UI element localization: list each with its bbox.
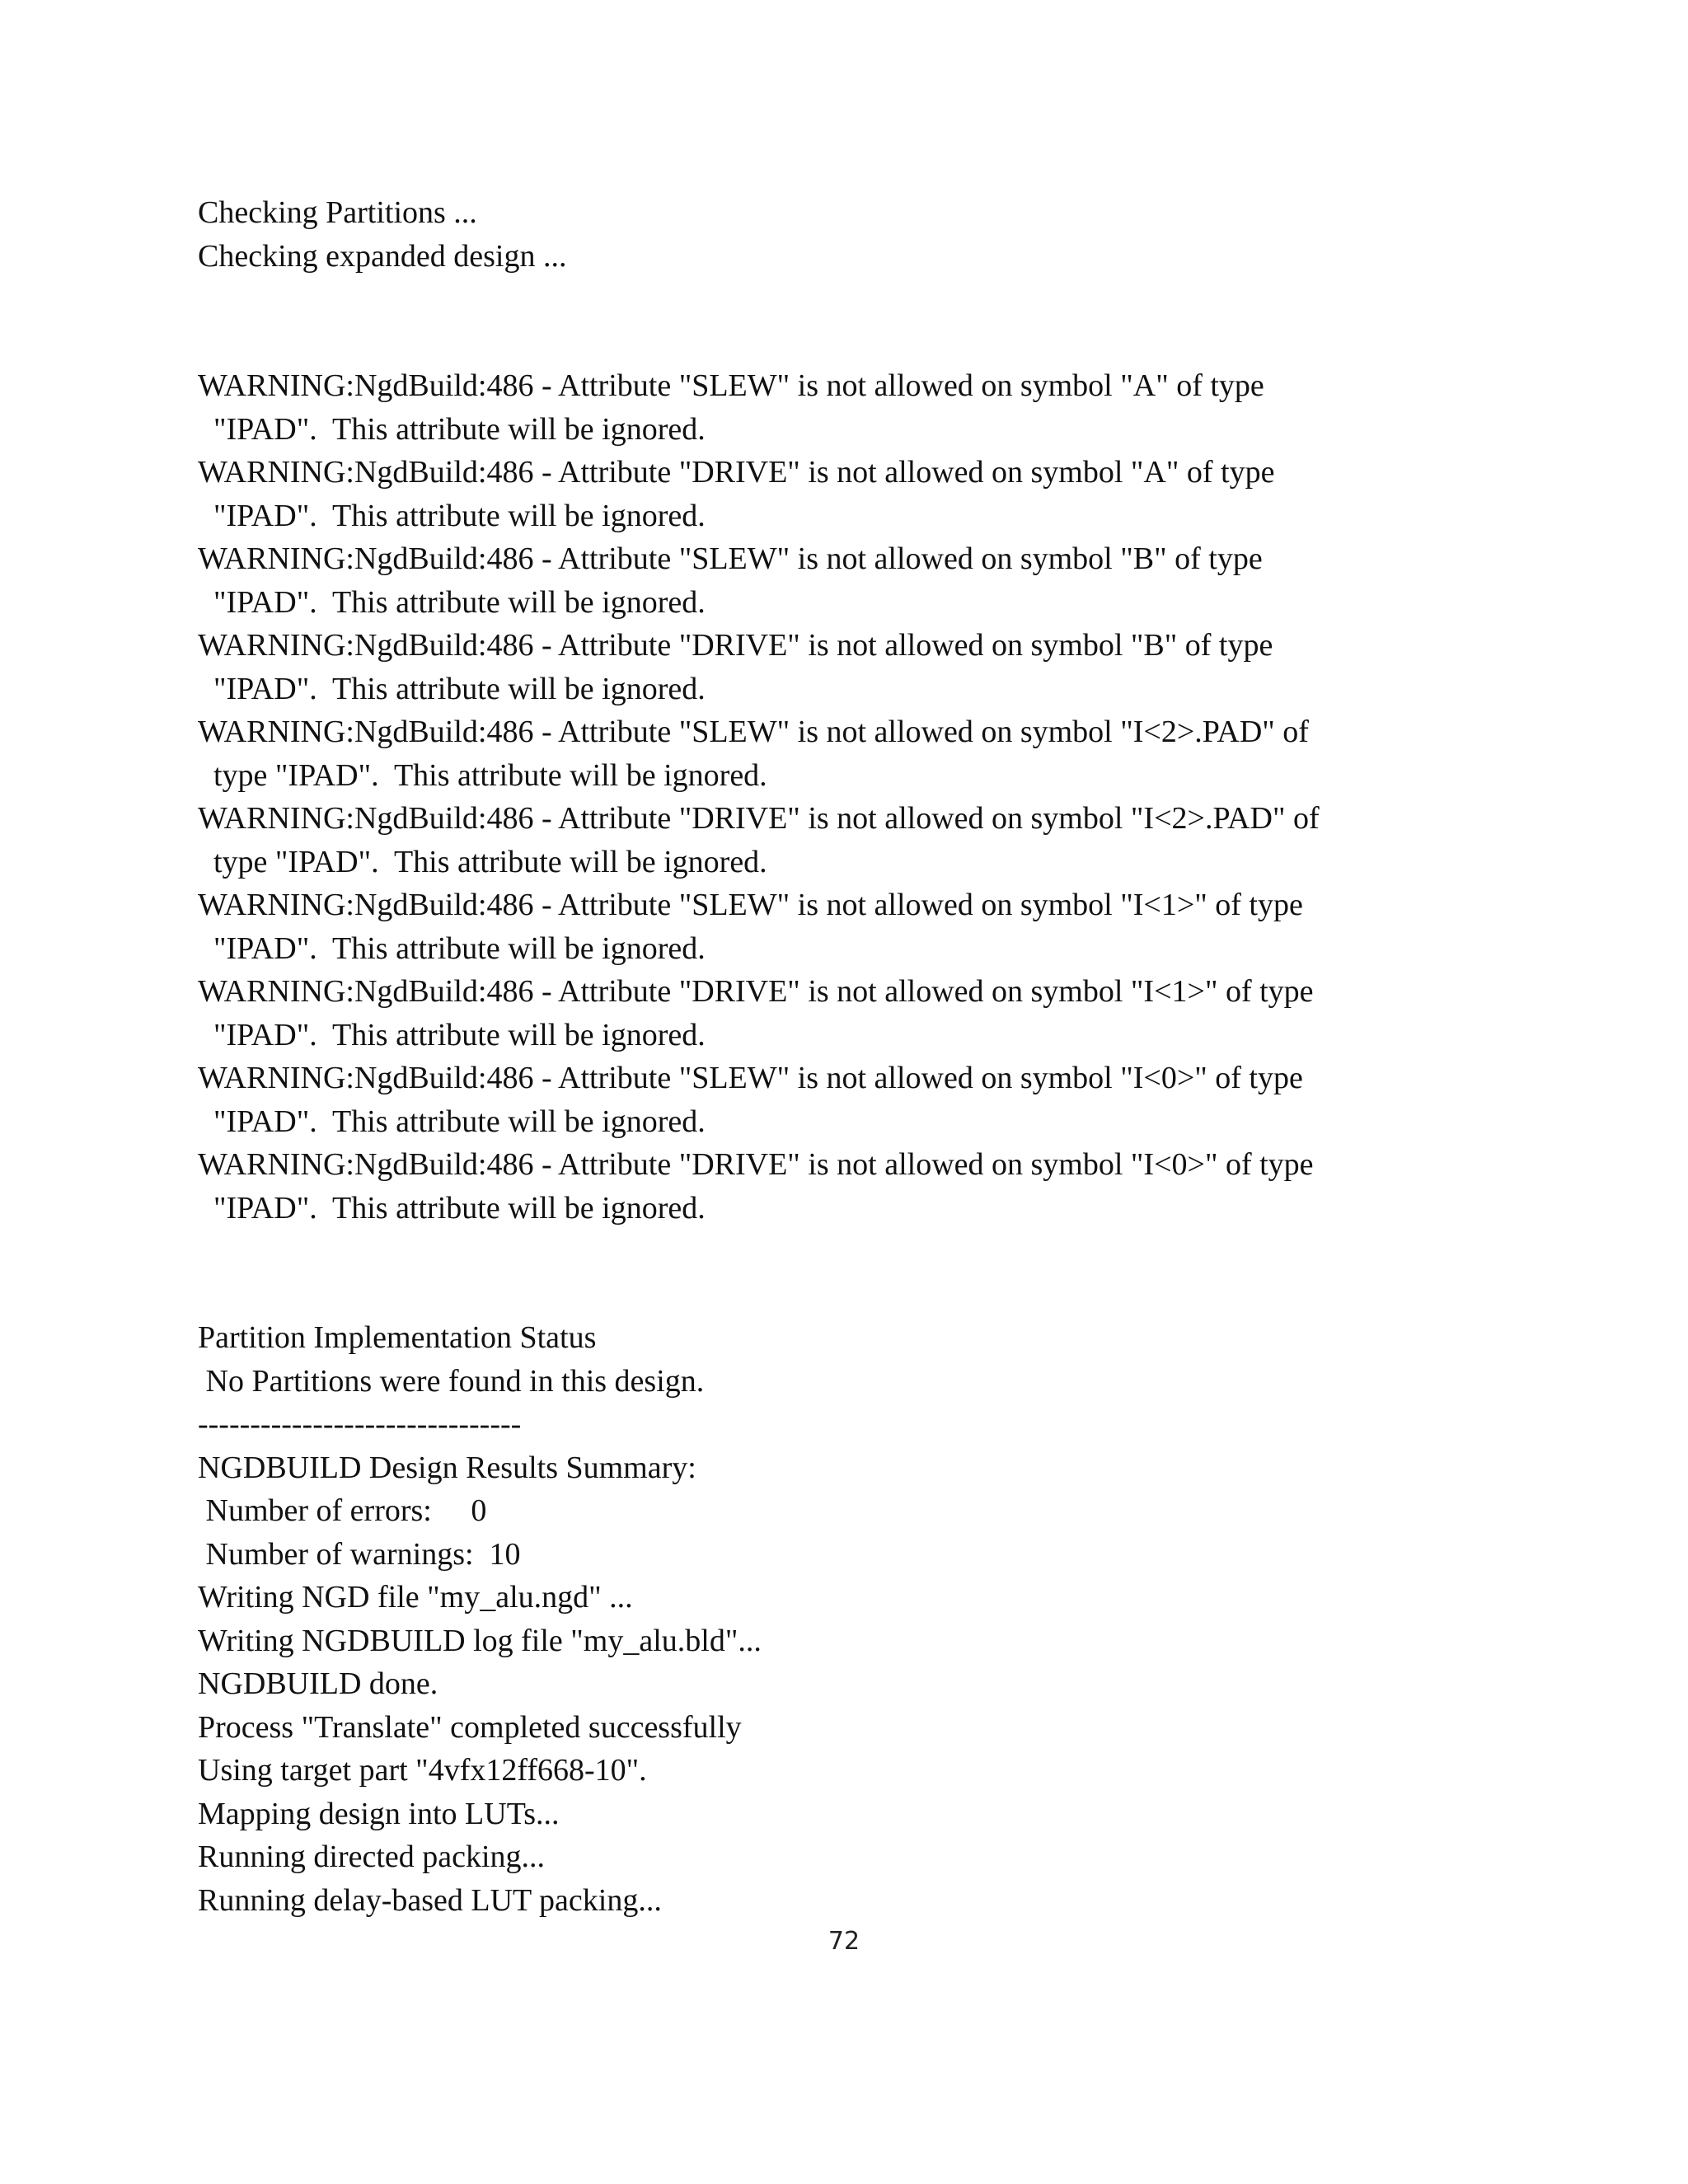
warning-continuation: "IPAD". This attribute will be ignored.: [198, 1190, 706, 1226]
warning-continuation: "IPAD". This attribute will be ignored.: [198, 498, 706, 533]
warning-continuation: "IPAD". This attribute will be ignored.: [198, 584, 706, 620]
log-line: Writing NGDBUILD log file "my_alu.bld"...: [198, 1623, 762, 1658]
warning-line: WARNING:NgdBuild:486 - Attribute "DRIVE" is not allowed on symbol "B" of type: [198, 628, 1273, 663]
page-number: 72: [828, 1927, 860, 1956]
warning-continuation: "IPAD". This attribute will be ignored.: [198, 1104, 706, 1139]
warning-line: WARNING:NgdBuild:486 - Attribute "SLEW" is not allowed on symbol "B" of type: [198, 541, 1263, 576]
blank-line: [198, 1273, 1484, 1317]
blank-line: [198, 321, 1484, 365]
warning-line: WARNING:NgdBuild:486 - Attribute "DRIVE" is not allowed on symbol "I<1>" of type: [198, 974, 1314, 1009]
warning-line: WARNING:NgdBuild:486 - Attribute "SLEW" is not allowed on symbol "I<2>.PAD" of: [198, 715, 1309, 749]
blank-line: [198, 278, 1484, 321]
log-line: Process "Translate" completed successfully: [198, 1709, 742, 1745]
warning-line: WARNING:NgdBuild:486 - Attribute "SLEW" is not allowed on symbol "I<1>" of type: [198, 888, 1303, 922]
warning-line: WARNING:NgdBuild:486 - Attribute "DRIVE" is not allowed on symbol "I<0>" of type: [198, 1147, 1314, 1182]
warning-line: WARNING:NgdBuild:486 - Attribute "DRIVE" is not allowed on symbol "A" of type: [198, 455, 1275, 490]
partition-status-heading: Partition Implementation Status: [198, 1320, 597, 1355]
log-line: Checking Partitions ...: [198, 195, 477, 230]
warning-line: WARNING:NgdBuild:486 - Attribute "DRIVE" is not allowed on symbol "I<2>.PAD" of: [198, 801, 1320, 836]
log-line: NGDBUILD done.: [198, 1666, 438, 1701]
warning-line: WARNING:NgdBuild:486 - Attribute "SLEW" is not allowed on symbol "I<0>" of type: [198, 1061, 1303, 1095]
warning-continuation: "IPAD". This attribute will be ignored.: [198, 671, 706, 706]
warning-continuation: "IPAD". This attribute will be ignored.: [198, 411, 706, 447]
partition-status-text: No Partitions were found in this design.: [198, 1363, 705, 1399]
log-line: Running directed packing...: [198, 1840, 546, 1874]
log-line: Writing NGD file "my_alu.ngd" ...: [198, 1580, 633, 1615]
log-line: Using target part "4vfx12ff668-10".: [198, 1753, 647, 1788]
blank-line: [198, 1230, 1484, 1273]
build-log-text: [198, 191, 1484, 1922]
log-line: Running delay-based LUT packing...: [198, 1882, 662, 1918]
warning-continuation: "IPAD". This attribute will be ignored.: [198, 930, 706, 966]
warning-continuation: "IPAD". This attribute will be ignored.: [198, 1017, 706, 1052]
log-line: Checking expanded design ...: [198, 238, 567, 274]
warning-continuation: type "IPAD". This attribute will be ignored.: [198, 757, 767, 793]
warning-continuation: type "IPAD". This attribute will be ignored.: [198, 844, 767, 879]
error-count: Number of errors: 0: [198, 1493, 487, 1528]
warning-count: Number of warnings: 10: [198, 1536, 521, 1572]
summary-heading: NGDBUILD Design Results Summary:: [198, 1450, 696, 1485]
separator-line: -------------------------------: [198, 1407, 522, 1441]
warning-line: WARNING:NgdBuild:486 - Attribute "SLEW" is not allowed on symbol "A" of type: [198, 368, 1264, 403]
log-line: Mapping design into LUTs...: [198, 1796, 560, 1831]
